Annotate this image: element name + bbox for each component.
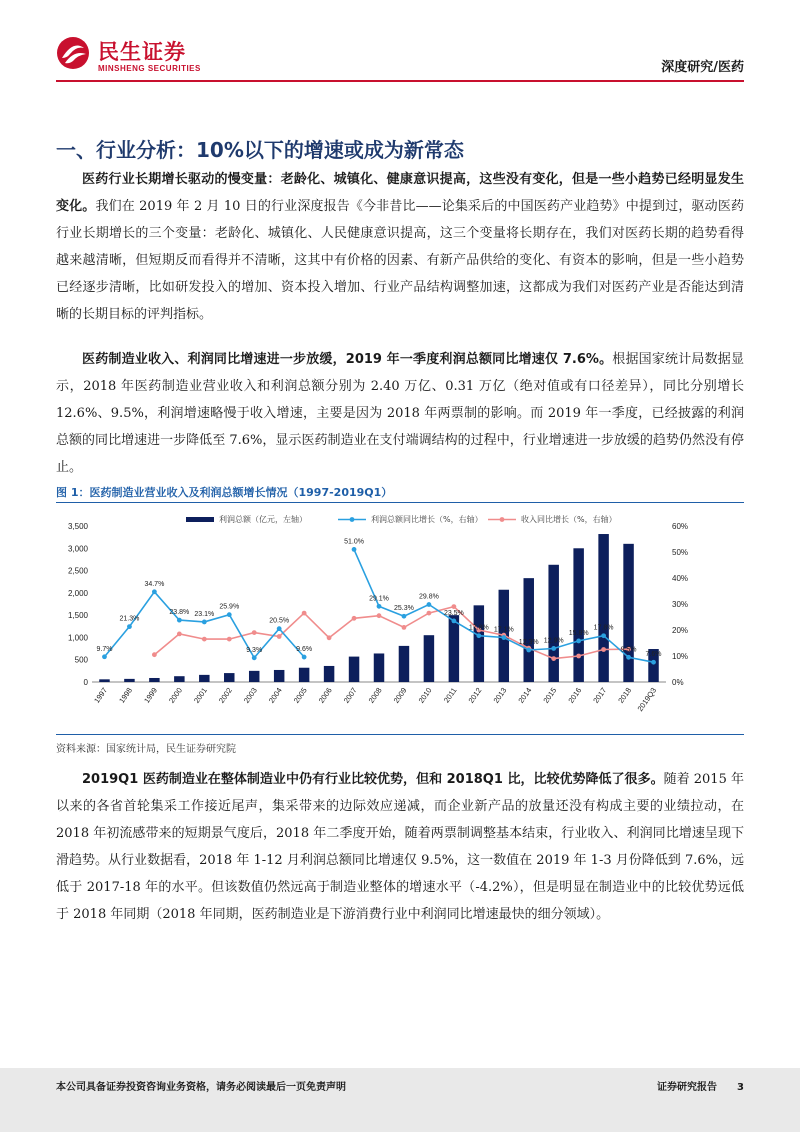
data-label: 15.8% <box>568 629 589 637</box>
x-tick-label: 2011 <box>441 685 459 705</box>
page-number: 3 <box>737 1082 744 1093</box>
y-left-tick-label: 0 <box>83 678 88 687</box>
bar-profit <box>99 679 109 682</box>
legend-swatch-point <box>500 517 505 522</box>
data-label: 17.8% <box>593 624 614 632</box>
header-divider <box>56 80 744 82</box>
brand-name-cn: 民生证券 <box>98 40 186 64</box>
footer-info <box>637 1078 744 1093</box>
paragraph-drivers <box>56 166 744 328</box>
legend-label: 利润总额同比增长（%，右轴） <box>371 515 483 524</box>
paragraph-growth <box>56 346 744 481</box>
bar-profit <box>623 544 633 682</box>
profit-growth-point <box>102 654 107 659</box>
data-label: 21.3% <box>119 615 140 623</box>
data-label: 20.5% <box>269 617 290 625</box>
footer-disclaimer: 本公司具备证券投资咨询业务资格，请务必阅读最后一页免责声明 <box>56 1082 346 1093</box>
paragraph-body: 根据国家统计局数据显示，2018 年医药制造业营业收入和利润总额分别为 2.40 万亿、0.31 万亿（绝对值或有口径差异），同比分别增长 12.6%、9.5%，利润增速略慢于收入增速，主要是因为 2018 年两票制的影响。而 2019 年一季度，已经披露的利润总额的同比增速进一步降低至 7.6%，显示医药制造业在支付端调结构的过程中，行业增速进一步放缓的趋势仍然没有停止。 <box>56 352 744 475</box>
revenue-growth-point <box>427 611 432 616</box>
y-left-tick-label: 2,500 <box>67 566 88 576</box>
report-category: 深度研究/医药 <box>661 60 744 75</box>
x-tick-label: 2018 <box>616 685 634 705</box>
profit-growth-point <box>551 646 556 651</box>
data-label: 34.7% <box>144 580 165 588</box>
paragraph-body: 随着 2015 年以来的各省首轮集采工作接近尾声，集采带来的边际效应递减，而企业新产品的放量还没有构成主要的业绩拉动，在 2018 年初流感带来的短期景气度后，2018 年二季度开始，随着两票制调整基本结束，行业收入、利润同比增速呈现下滑趋势。从行业数据看，2018 年 1-12 月利润总额同比增速仅 9.5%，这一数值在 2019 年 1-3 月份降低到 7.6%，远低于 2017-18 年的水平。但该数值仍然远高于制造业整体的增速水平（-4.2%），但是明显在制造业中的比较优势远低于 2018 年同期（2018 年同期，医药制造业是下游消费行业中利润同比增速最快的细分领域）。 <box>56 772 744 922</box>
x-tick-label: 2001 <box>191 685 209 705</box>
legend-label: 利润总额（亿元，左轴） <box>219 515 307 524</box>
legend-label: 收入同比增长（%，右轴） <box>521 515 617 524</box>
revenue-growth-point <box>377 613 382 618</box>
profit-growth-point <box>601 633 606 638</box>
data-label: 25.9% <box>219 603 240 611</box>
brand-name-en: MINSHENG SECURITIES <box>98 64 201 73</box>
data-label: 9.3% <box>246 646 263 654</box>
profit-growth-point <box>177 618 182 623</box>
paragraph-lead: 医药行业长期增长驱动的慢变量：老龄化、城镇化、健康意识提高，这些没有变化，但是一些小趋势已经明显发生变化。 <box>56 172 744 214</box>
profit-growth-point <box>427 602 432 607</box>
bar-profit <box>349 657 359 682</box>
figure-bottom-rule <box>56 734 744 735</box>
x-tick-label: 2002 <box>216 685 234 705</box>
x-tick-label: 2008 <box>366 685 384 705</box>
profit-growth-point <box>277 626 282 631</box>
data-label: 29.1% <box>369 595 389 603</box>
bar-profit <box>573 548 583 682</box>
x-tick-label: 2015 <box>541 685 559 705</box>
profit-growth-point <box>352 547 357 552</box>
profit-growth-point <box>127 624 132 629</box>
revenue-growth-point <box>402 625 407 630</box>
revenue-growth-point <box>601 647 606 652</box>
bar-profit <box>299 668 309 682</box>
data-label: 25.3% <box>394 605 414 613</box>
profit-growth-point <box>626 655 631 660</box>
x-tick-label: 1999 <box>142 685 160 705</box>
profit-growth-point <box>576 639 581 644</box>
bar-profit <box>523 578 533 682</box>
data-label: 23.1% <box>194 610 215 618</box>
figure-title: 图 1：医药制造业营业收入及利润总额增长情况（1997-2019Q1） <box>56 486 393 499</box>
x-tick-label: 2005 <box>291 685 309 705</box>
data-label: 9.6% <box>296 646 313 654</box>
y-right-tick-label: 60% <box>672 522 689 531</box>
paragraph-lead: 2019Q1 医药制造业在整体制造业中仍有行业比较优势，但和 2018Q1 比，比较优势降低了很多。 <box>82 772 664 787</box>
profit-growth-point <box>227 612 232 617</box>
section-title: 一、行业分析：10%以下的增速或成为新常态 <box>56 138 464 162</box>
profit-growth-point <box>252 655 257 660</box>
profit-growth-point <box>152 589 157 594</box>
profit-growth-point <box>476 633 481 638</box>
bar-profit <box>399 646 409 682</box>
bar-profit <box>149 678 159 682</box>
bar-profit <box>474 605 484 682</box>
bar-profit <box>174 676 184 682</box>
revenue-growth-point <box>327 635 332 640</box>
x-tick-label: 2012 <box>466 685 484 705</box>
paragraph-body: 我们在 2019 年 2 月 10 日的行业深度报告《今非昔比——论集采后的中国医药产业趋势》中提到过，驱动医药行业长期增长的三个变量：老龄化、城镇化、人民健康意识提高，这三个变量将长期存在，我们对医药长期的趋势看得越来越清晰，但短期反而看得并不清晰，这其中有价格的因素、有新产品供给的变化、有资本的影响，但是一些小趋势已经逐步清晰，比如研发投入的增加、资本投入增加、行业产品结构调整加速，这都成为我们对医药产业是否能达到清晰的长期目标的评判指标。 <box>56 199 744 322</box>
bar-profit <box>449 615 459 682</box>
figure-chart <box>56 510 744 732</box>
y-right-tick-label: 10% <box>672 652 689 661</box>
profit-growth-point <box>402 614 407 619</box>
bar-profit <box>199 675 209 682</box>
chart-svg <box>56 510 744 732</box>
x-tick-label: 2006 <box>316 685 334 705</box>
y-right-tick-label: 30% <box>672 600 689 609</box>
revenue-growth-point <box>227 637 232 642</box>
figure-source: 资料来源：国家统计局，民生证券研究院 <box>56 744 236 755</box>
y-right-tick-label: 20% <box>672 626 689 635</box>
x-tick-label: 2010 <box>416 685 434 705</box>
revenue-growth-point <box>177 632 182 637</box>
data-label: 9.5% <box>620 646 637 654</box>
data-label: 17.1% <box>493 626 514 634</box>
revenue-growth-point <box>302 611 307 616</box>
y-left-tick-label: 3,000 <box>67 544 88 554</box>
bar-profit <box>249 671 259 682</box>
x-tick-label: 1997 <box>92 685 110 705</box>
revenue-growth-point <box>551 656 556 661</box>
x-tick-label: 2007 <box>341 685 359 705</box>
y-left-tick-label: 2,000 <box>67 588 88 598</box>
paragraph-comparison <box>56 766 744 928</box>
x-tick-label: 2016 <box>566 685 584 705</box>
x-tick-label: 2000 <box>167 685 184 705</box>
y-right-tick-label: 50% <box>672 548 689 557</box>
revenue-growth-point <box>576 654 581 659</box>
bar-profit <box>598 534 608 682</box>
profit-growth-point <box>451 619 456 624</box>
profit-growth-point <box>651 660 656 665</box>
data-label: 7.6% <box>645 651 662 659</box>
revenue-growth-point <box>252 630 257 635</box>
profit-growth-point <box>202 620 207 625</box>
figure-top-rule <box>56 502 744 503</box>
bar-profit <box>548 565 558 682</box>
y-left-tick-label: 1,500 <box>67 611 88 621</box>
bar-profit <box>424 635 434 682</box>
y-left-tick-label: 1,000 <box>67 633 88 643</box>
legend-swatch-bar <box>186 517 214 522</box>
profit-growth-point <box>526 648 531 653</box>
data-label: 51.0% <box>344 538 364 546</box>
revenue-growth-point <box>152 652 157 657</box>
legend-swatch-point <box>350 517 355 522</box>
x-tick-label: 1998 <box>117 685 135 705</box>
x-tick-label: 2003 <box>241 685 259 705</box>
bar-profit <box>274 670 284 682</box>
y-right-tick-label: 0% <box>672 678 684 687</box>
bar-profit <box>124 679 134 682</box>
revenue-growth-point <box>352 616 357 621</box>
data-label: 23.8% <box>169 609 190 617</box>
y-left-tick-label: 500 <box>74 655 88 665</box>
profit-growth-point <box>302 655 307 660</box>
x-tick-label: 2004 <box>266 685 284 705</box>
bar-profit <box>374 653 384 682</box>
profit-growth-point <box>501 635 506 640</box>
data-label: 12.9% <box>543 637 564 645</box>
revenue-growth-point <box>277 634 282 639</box>
x-tick-label: 2013 <box>491 685 509 705</box>
y-left-tick-label: 3,500 <box>67 522 88 531</box>
data-label: 17.8% <box>468 624 489 632</box>
bar-profit <box>224 673 234 682</box>
page-header <box>0 0 800 80</box>
data-label: 23.5% <box>443 609 464 617</box>
x-tick-label: 2009 <box>391 685 409 705</box>
minsheng-logo-icon <box>56 36 90 70</box>
x-tick-label: 2017 <box>591 685 609 705</box>
data-label: 12.3% <box>518 639 539 647</box>
x-tick-label: 2019Q3 <box>635 685 659 714</box>
profit-growth-point <box>377 604 382 609</box>
revenue-growth-point <box>451 604 456 609</box>
bar-profit <box>324 666 334 682</box>
footer-report-type: 证券研究报告 <box>657 1082 718 1093</box>
data-label: 9.7% <box>96 645 113 653</box>
data-label: 29.8% <box>418 593 439 601</box>
y-right-tick-label: 40% <box>672 574 689 583</box>
paragraph-lead: 医药制造业收入、利润同比增速进一步放缓，2019 年一季度利润总额同比增速仅 7.6%。 <box>82 352 613 367</box>
revenue-growth-point <box>202 637 207 642</box>
x-tick-label: 2014 <box>516 685 534 705</box>
